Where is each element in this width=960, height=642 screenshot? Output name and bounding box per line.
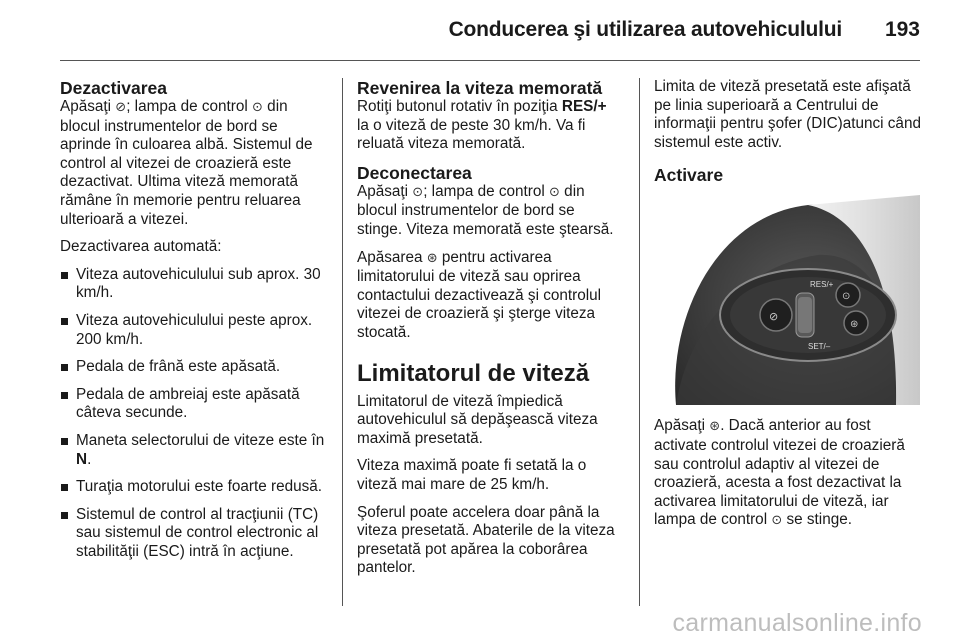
text-run: Apăsaţi (654, 417, 710, 435)
text-run: ; lampa de control (423, 182, 550, 200)
section-heading: Dezactivarea (60, 78, 168, 98)
text-run: ; lampa de control (126, 98, 253, 115)
paragraph: Limita de viteză presetată este afişată pe linia superioară a Centrului de informaţii pentru şofer (DIC)atunci când sistemul este activ. (654, 78, 921, 151)
text-run: Apăsaţi (60, 98, 116, 115)
paragraph (357, 98, 622, 154)
text-run: la o viteză de peste 30 km/h. Va fi reluată viteza memorată. (357, 116, 586, 153)
watermark: carmanualsonline.info (672, 609, 922, 637)
paragraph: Dezactivarea automată: (60, 238, 222, 256)
gear-position: N (76, 450, 88, 468)
list-item: Pedala de ambreiaj este apăsată câteva secunde. (60, 386, 328, 423)
cruise-lamp-icon: ⊙ (842, 291, 851, 303)
paragraph (357, 183, 622, 240)
limiter-icon: ⊛ (709, 419, 721, 435)
section-heading: Deconectarea (357, 162, 472, 183)
cruise-lamp-icon: ⊙ (412, 184, 424, 200)
text-run: din blocul instrumentelor de bord se stinge. Viteza memorată este ştearsă. (357, 182, 614, 238)
text-run: din blocul instrumentelor de bord se aprinde în culoarea albă. Sistemul de control al vitezei de croazieră este dezactivat. Ultima viteză memorată rămâne în memorie pentru reluarea ulterioară a vitezei. (60, 98, 313, 228)
cruise-lamp-icon: ⊙ (252, 100, 263, 115)
running-title: Conducerea şi utilizarea autovehiculului (448, 18, 842, 41)
list-item: Turaţia motorului este foarte redusă. (60, 478, 328, 497)
res-label: RES/+ (561, 98, 607, 115)
column-2 (357, 78, 622, 587)
list-item: Pedala de frână este apăsată. (60, 358, 328, 377)
cruise-off-icon: ⊘ (769, 310, 779, 324)
paragraph: Şoferul poate accelera doar până la viteza presetată. Abaterile de la viteza presetată pot apărea la coborârea pantelor. (357, 503, 615, 577)
paragraph: Viteza maximă poate fi setată la o viteză mai mare de 25 km/h. (357, 457, 587, 493)
steering-wheel-illustration (658, 195, 920, 405)
column-3 (654, 78, 922, 540)
paragraph (60, 98, 328, 229)
page-number: 193 (884, 18, 920, 41)
header-rule (60, 60, 920, 61)
text-run: pentru activarea limitatorului de viteză sau oprirea contactului dezactivează şi controlul vitezei de croazieră şi şterge viteza stocată. (357, 248, 602, 341)
cruise-lamp-icon: ⊙ (771, 513, 783, 529)
text-run: Apăsarea (357, 248, 427, 266)
set-button-label: SET/– (808, 342, 831, 352)
paragraph (654, 417, 922, 531)
text-run: se stinge. (782, 511, 852, 529)
text-run: Rotiţi butonul rotativ în poziţia (357, 98, 562, 115)
limiter-icon: ⊛ (850, 319, 859, 331)
bullet-list (60, 266, 328, 562)
text-run: . (87, 450, 92, 468)
list-item: Viteza autovehiculului peste aprox. 200 km/h. (60, 312, 328, 349)
main-heading: Limitatorul de viteză (357, 359, 590, 387)
paragraph (357, 249, 622, 343)
column-divider (342, 78, 343, 606)
column-1 (60, 78, 328, 570)
list-item: Sistemul de control al tracţiunii (TC) sau sistemul de control electronic al stabilităţii (ESC) intră în acţiune. (60, 506, 328, 562)
section-heading: Activare (654, 165, 724, 186)
text-run: Apăsaţi (357, 182, 413, 200)
column-divider (639, 78, 640, 606)
text-run: . Dacă anterior au fost activate controlul vitezei de croazieră sau controlul adaptiv al vitezei de croazieră, acesta a fost dezactivat la activarea limitatorului de viteză, iar lampa de control (654, 417, 905, 529)
page-header (60, 18, 920, 48)
list-item: Viteza autovehiculului sub aprox. 30 km/h. (60, 266, 328, 303)
limiter-icon: ⊛ (426, 250, 438, 266)
text-run: Maneta selectorului de viteze este în (76, 431, 325, 449)
cruise-off-icon: ⊘ (115, 100, 127, 115)
section-heading: Revenirea la viteza memorată (357, 78, 603, 98)
steering-wheel-photo (658, 195, 920, 405)
res-button-label: RES/+ (810, 280, 834, 290)
paragraph: Limitatorul de viteză împiedică autovehiculul să depăşească viteza maximă presetată. (357, 392, 598, 447)
cruise-lamp-icon: ⊙ (549, 184, 560, 200)
list-item (60, 432, 328, 469)
